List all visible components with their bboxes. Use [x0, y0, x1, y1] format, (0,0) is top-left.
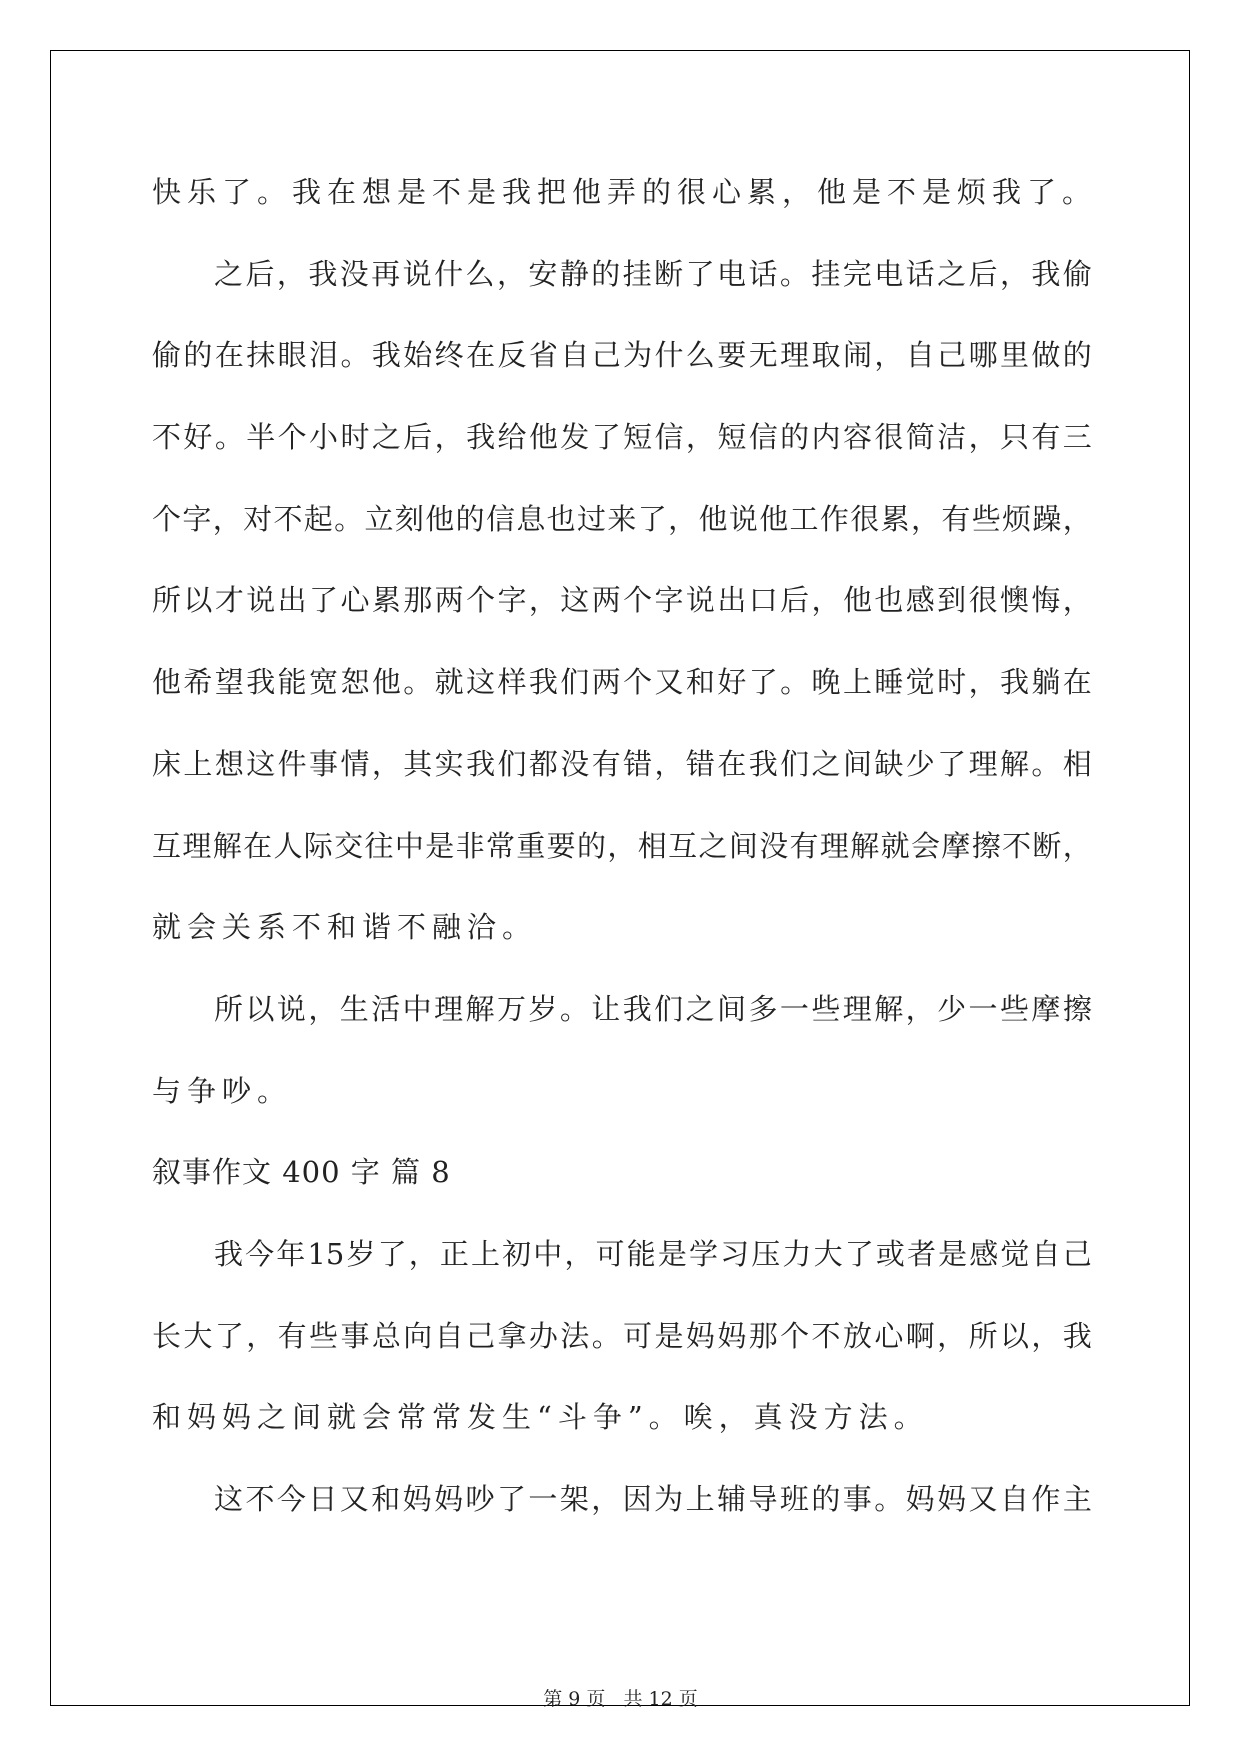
text-line: 偷 的 在 抹 眼 泪 。 我 始 终 在 反 省 自 己 为 什 么 要 无 理 取 闹 ， 自 己 哪 里 做 的 [152, 338, 1092, 373]
page-footer [0, 1684, 1241, 1711]
text-line: 个 字 ， 对 不 起 。 立 刻 他 的 信 息 也 过 来 了 ， 他 说 他 工 作 很 累 ， 有 些 烦 躁 ， [152, 501, 1092, 536]
page-total: 共 12 页 [623, 1688, 698, 1710]
text-line: 床 上 想 这 件 事 情 ， 其 实 我 们 都 没 有 错 ， 错 在 我 们 之 间 缺 少 了 理 解 。 相 [152, 746, 1092, 781]
text-line: 长 大 了 ， 有 些 事 总 向 自 己 拿 办 法 。 可 是 妈 妈 那 个 不 放 心 啊 ， 所 以 ， 我 [152, 1318, 1092, 1353]
text-line: 所 以 说 ， 生 活 中 理 解 万 岁 。 让 我 们 之 间 多 一 些 理 解 ， 少 一 些 摩 擦 [214, 991, 1092, 1026]
text-line: 和妈妈之间就会常常发生“斗争”。唉，真没方法。 [152, 1400, 929, 1435]
text-line: 这 不 今 日 又 和 妈 妈 吵 了 一 架 ， 因 为 上 辅 导 班 的 事 。 妈 妈 又 自 作 主 [214, 1482, 1092, 1516]
page-number: 第 9 页 [543, 1688, 606, 1710]
text-line: 不 好 。 半 个 小 时 之 后 ， 我 给 他 发 了 短 信 ， 短 信 的 内 容 很 简 洁 ， 只 有 三 [152, 420, 1092, 455]
text-line: 就会关系不和谐不融洽。 [152, 910, 538, 945]
text-line: 与争吵。 [152, 1073, 293, 1108]
text-line: 之 后 ， 我 没 再 说 什 么 ， 安 静 的 挂 断 了 电 话 。 挂 完 电 话 之 后 ， 我 偷 [214, 256, 1092, 291]
section-heading: 叙事作文 400 字 篇 8 [152, 1155, 451, 1190]
text-line: 我 今 年 15 岁 了 ， 正 上 初 中 ， 可 能 是 学 习 压 力 大 了 或 者 是 感 觉 自 己 [214, 1236, 1092, 1271]
text-line: 互 理 解 在 人 际 交 往 中 是 非 常 重 要 的 ， 相 互 之 间 没 有 理 解 就 会 摩 擦 不 断 ， [152, 828, 1092, 863]
text-line: 快乐了。我在想是不是我把他弄的很心累，他是不是烦我了。 [152, 175, 1098, 209]
text-line: 所 以 才 说 出 了 心 累 那 两 个 字 ， 这 两 个 字 说 出 口 后 ， 他 也 感 到 很 懊 悔 ， [152, 583, 1092, 618]
text-line: 他 希 望 我 能 宽 恕 他 。 就 这 样 我 们 两 个 又 和 好 了 。 晚 上 睡 觉 时 ， 我 躺 在 [152, 665, 1092, 700]
document-body [152, 152, 1098, 1541]
